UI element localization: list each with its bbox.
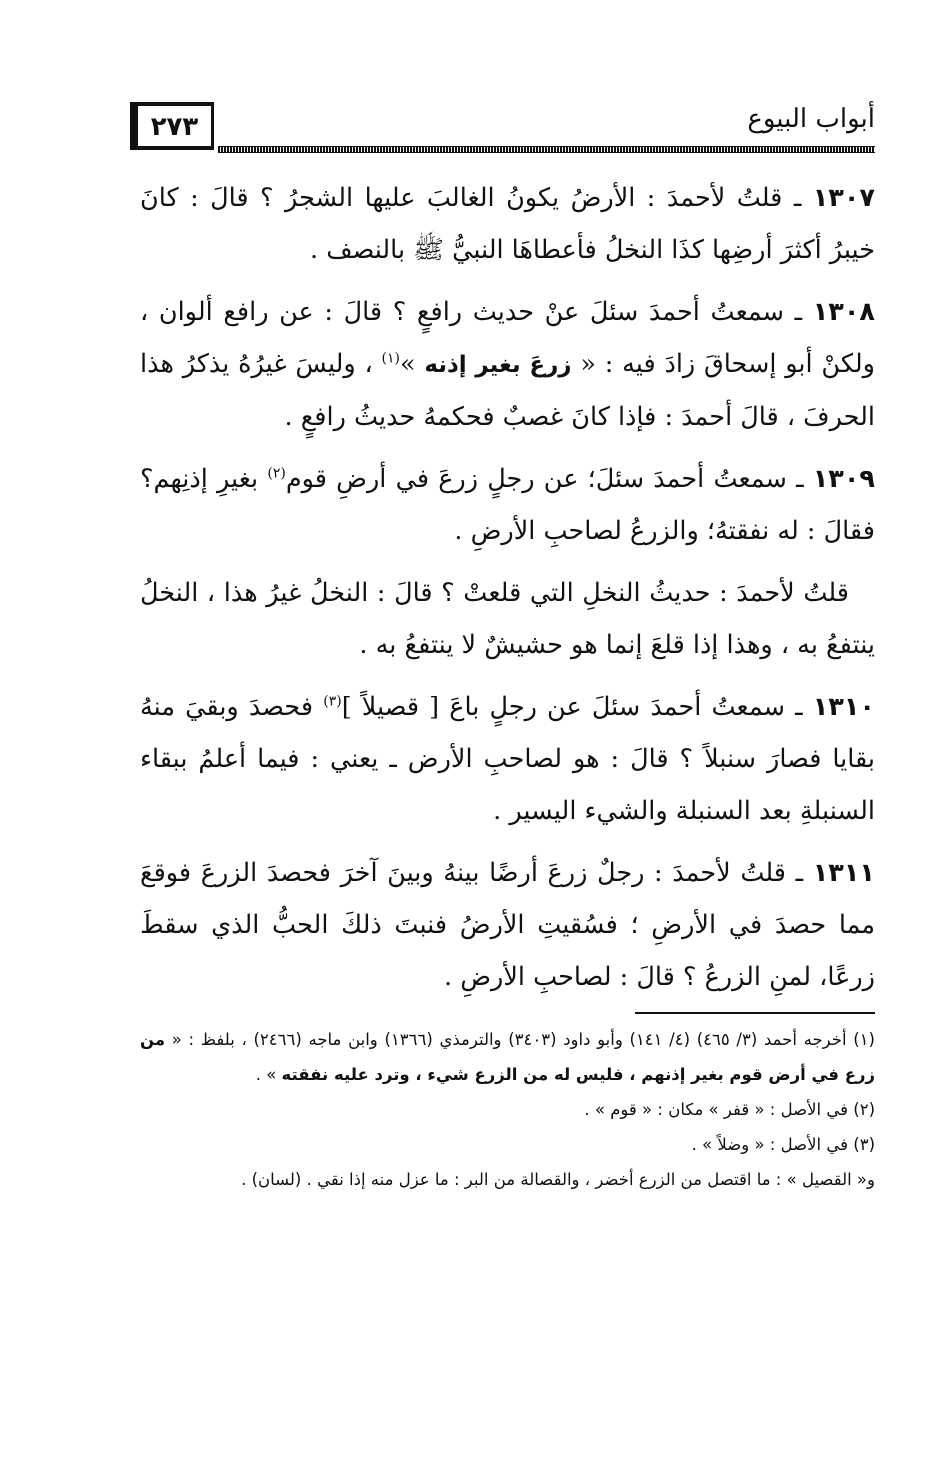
footnote-ref: (١) <box>381 350 400 367</box>
paragraph-text: ـ قلتُ لأحمدَ : رجلٌ زرعَ أرضًا بينهُ وبينَ آخرَ فحصدَ الزرعَ فوقعَ مما حصدَ في الأرضِ ؛ فسُقيتِ الأرضُ فنبتَ ذلكَ الحبُّ الذي سقطَ زرعًا، لمنِ الزرعُ ؟ قالَ : لصاحبِ الأرضِ . <box>140 858 875 992</box>
paragraph-1308 <box>140 286 875 443</box>
paragraph-text: » <box>400 349 425 379</box>
page-number: ٢٧٣ <box>130 102 214 150</box>
paragraph-text: ـ قلتُ لأحمدَ : الأرضُ يكونُ الغالبَ عليها الشجرُ ؟ قالَ : كانَ خيبرُ أكثرَ أرضِها كذَا النخلُ فأعطاهَا النبيُّ ﷺ بالنصف . <box>140 183 875 265</box>
footnote-ref: (٢) <box>267 465 286 482</box>
entry-number: ١٣١٠ <box>812 692 875 722</box>
footnote-2: (٢) في الأصل : « قفر » مكان : « قوم » . <box>584 1100 875 1119</box>
paragraph-palm <box>140 567 875 671</box>
footnote-3-note: و« القصيل » : ما اقتصل من الزرع أخضر ، والقصالة من البر : ما عزل منه إذا نقي . (لسان) . <box>241 1170 875 1189</box>
paragraph-text: ـ سمعتُ أحمدَ سئلَ عن رجلٍ باعَ [ قصيلاً ] <box>341 692 813 722</box>
entry-number: ١٣٠٧ <box>812 183 875 213</box>
paragraph-text: بغيرِ إذنِهم؟ فقالَ : له نفقتهُ؛ والزرعُ لصاحبِ الأرضِ . <box>140 464 875 546</box>
footnote-separator <box>635 1012 875 1014</box>
entry-number: ١٣٠٩ <box>812 464 875 494</box>
footnote-quote: من زرع في أرض قوم بغير إذنهم ، فليس له من الزرع شيء ، وترد عليه نفقته <box>140 1030 875 1084</box>
header-rule <box>218 146 875 153</box>
paragraph-text: ـ سمعتُ أحمدَ سئلَ؛ عن رجلٍ زرعَ في أرضِ قوم <box>285 464 813 494</box>
paragraph-1311 <box>140 847 875 1003</box>
paragraph-text: ، وليسَ غيرُهُ يذكرُ هذا الحرفَ ، قالَ أحمدَ : فإذا كانَ غصبٌ فحكمهُ حديثُ رافعٍ . <box>140 349 875 432</box>
paragraph-text: فحصدَ وبقيَ منهُ بقايا فصارَ سنبلاً ؟ قالَ : هو لصاحبِ الأرض ـ يعني : فيما أعلمُ ببقاء السنبلةِ بعد السنبلة والشيء اليسير . <box>140 692 875 826</box>
footnote-3: (٣) في الأصل : « وضلاً » . <box>691 1135 875 1154</box>
footnote-text: (١) أخرجه أحمد (٣/ ٤٦٥) (٤/ ١٤١) وأبو داود (٣٤٠٣) والترمذي (١٣٦٦) وابن ماجه (٢٤٦٦) ، بلفظ : « <box>165 1030 875 1049</box>
paragraph-1309 <box>140 453 875 557</box>
bold-quote: زرعَ بغير إذنه <box>424 352 572 378</box>
footnotes <box>140 1022 875 1197</box>
paragraph-text: قلتُ لأحمدَ : حديثُ النخلِ التي قلعتْ ؟ قالَ : النخلُ غيرُ هذا ، النخلُ ينتفعُ به ، وهذا إذا قلعَ إنما هو حشيشٌ لا ينتفعُ به . <box>140 578 875 660</box>
chapter-title: أبواب البيوع <box>739 104 875 134</box>
paragraph-text: ـ سمعتُ أحمدَ سئلَ عنْ حديث رافعٍ ؟ قالَ : عن رافع ألوان ، ولكنْ أبو إسحاقَ زادَ فيه : « <box>140 297 875 379</box>
footnote-1 <box>140 1022 875 1092</box>
entry-number: ١٣١١ <box>812 858 875 888</box>
main-text <box>140 172 875 1013</box>
footnote-ref: (٣) <box>323 693 342 710</box>
footnote-text: » . <box>255 1065 282 1084</box>
paragraph-1307 <box>140 172 875 276</box>
page-header <box>130 100 875 160</box>
paragraph-1310 <box>140 681 875 837</box>
entry-number: ١٣٠٨ <box>812 297 875 327</box>
